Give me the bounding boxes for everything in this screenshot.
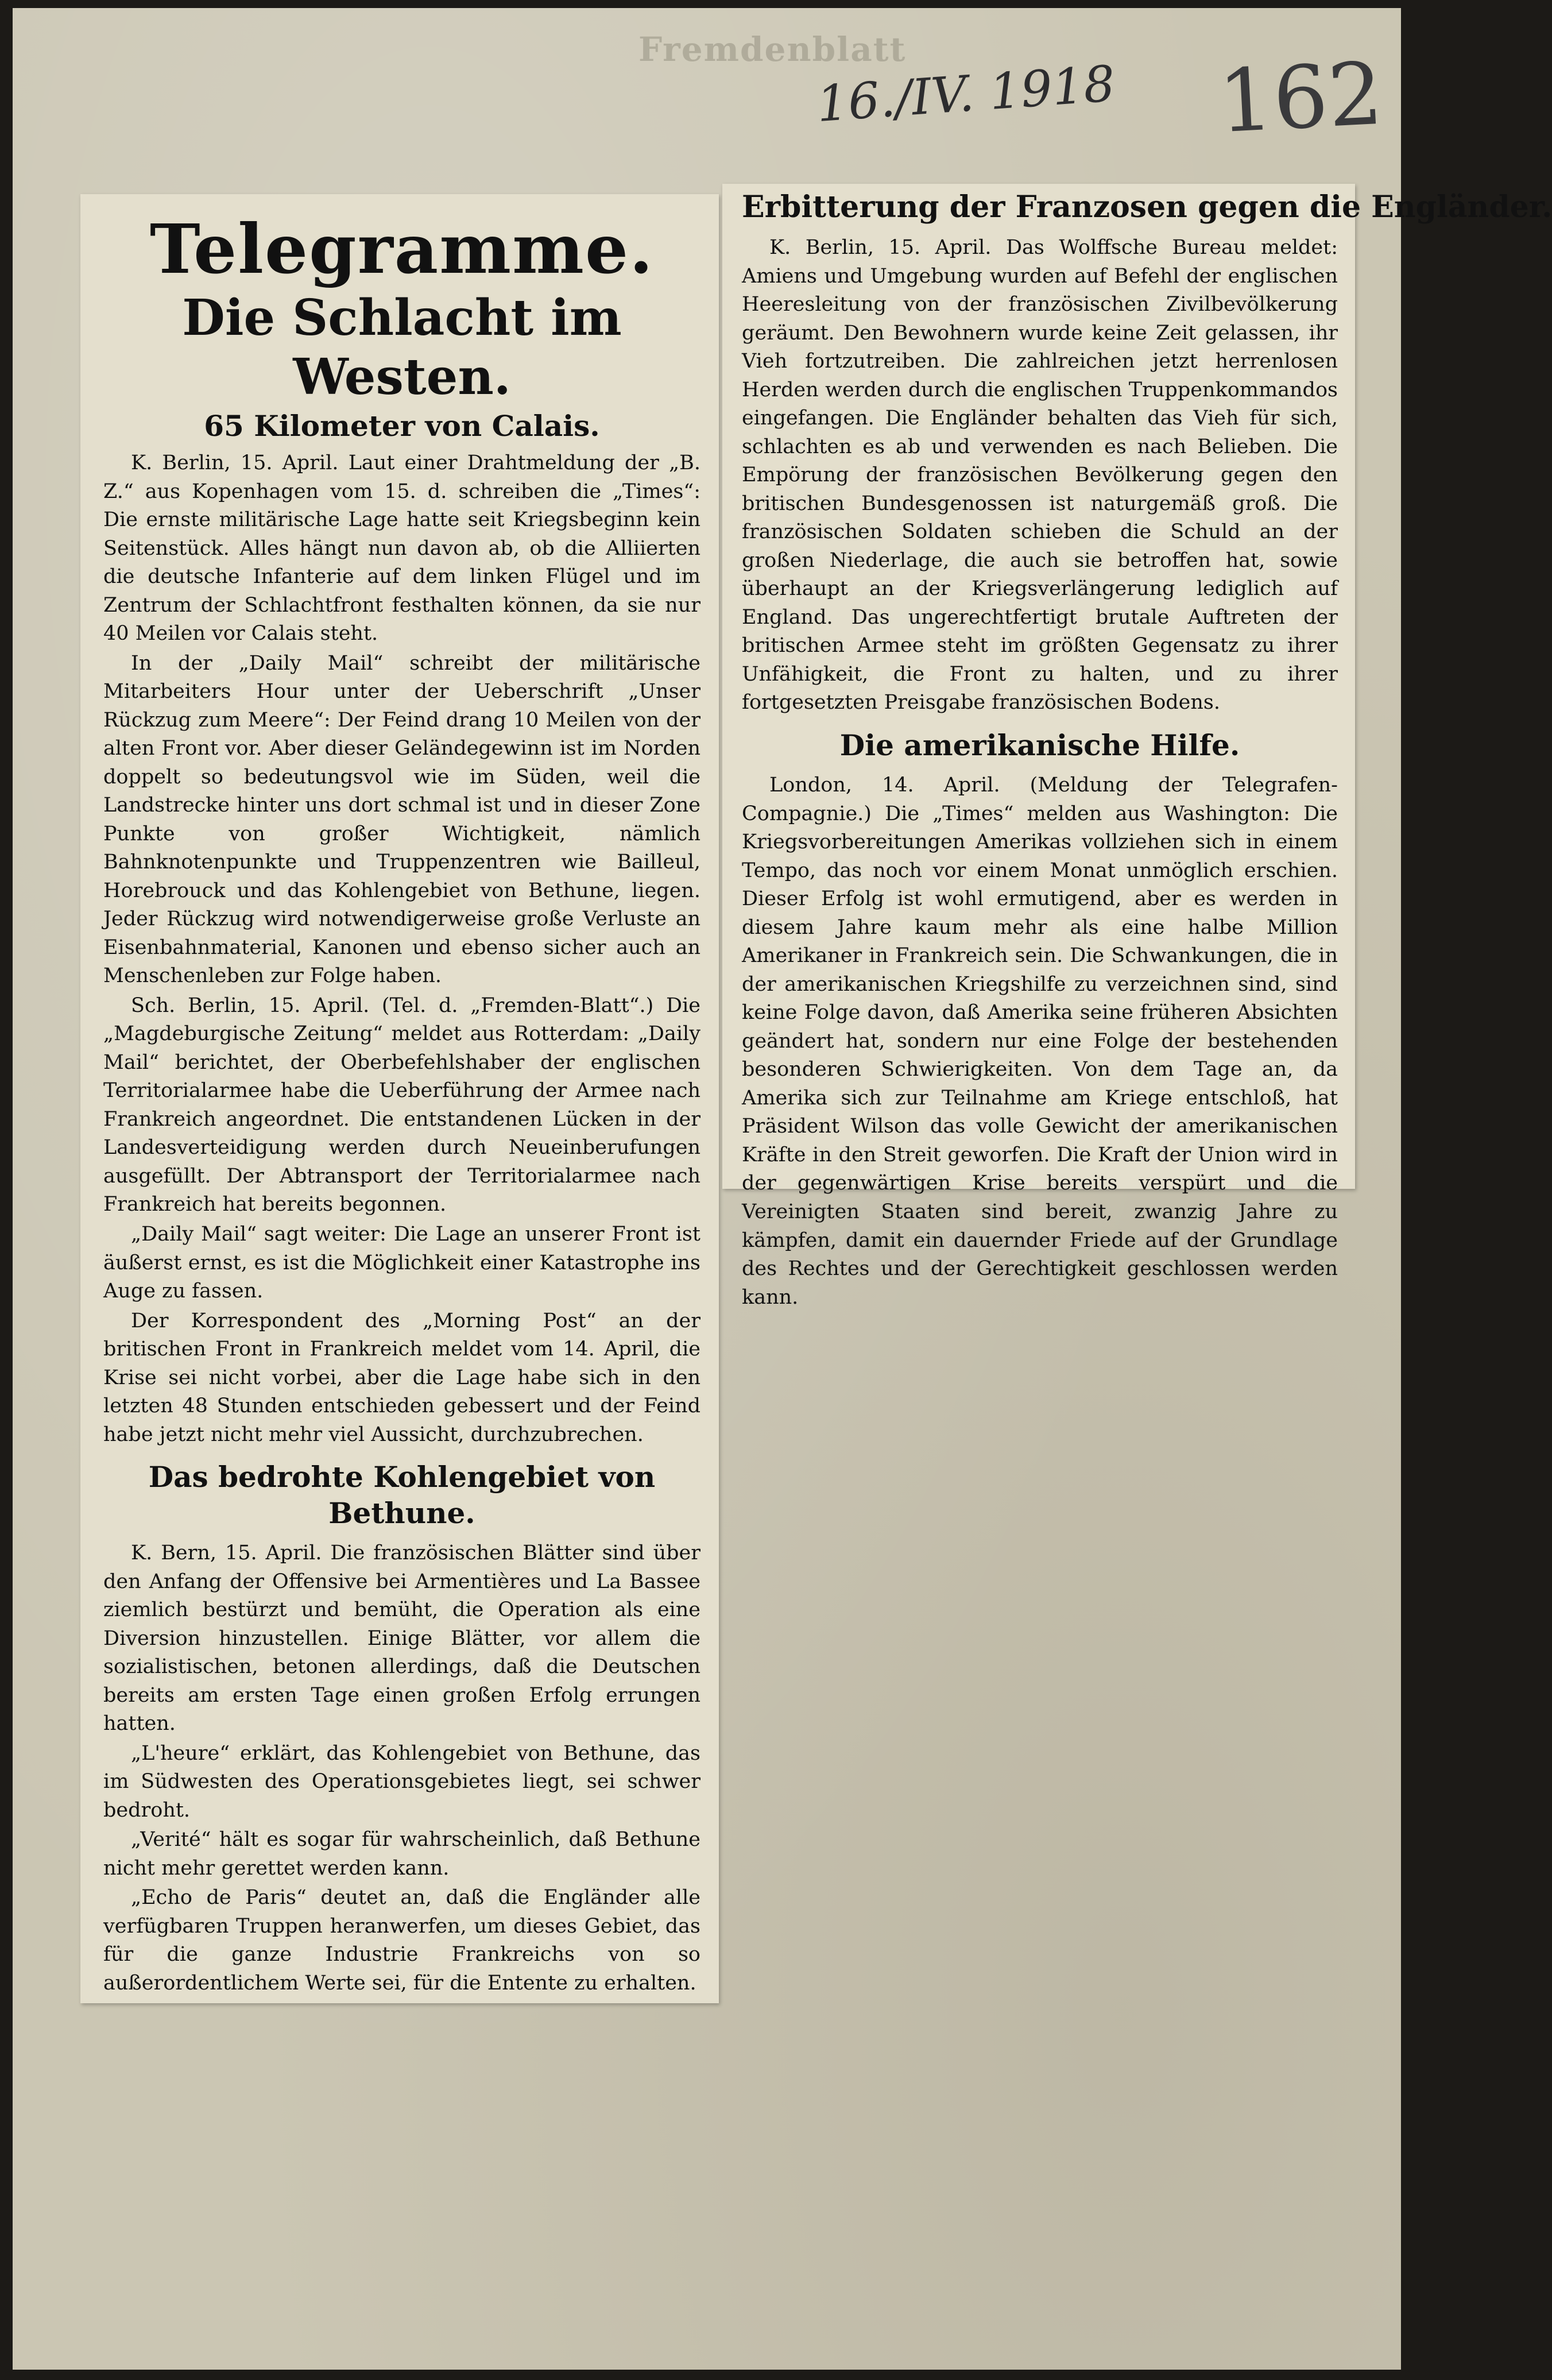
section-heading: Erbitterung der Franzosen gegen die Engländer. xyxy=(742,190,1552,225)
article-paragraph: K. Bern, 15. April. Die französischen Blätter sind über den Anfang der Offensive bei Armentières und La Bassee ziemlich bestürzt und bemüht, die Operation als eine Diversion hinzustellen. Einige Blätter, vor allem die sozialistischen, betonen allerdings, daß die Deutschen bereits am ersten Tage einen großen Erfolg errungen hatten. xyxy=(103,1541,700,1736)
article-paragraph: Der Korrespondent des „Morning Post“ an der britischen Front in Frankreich meldet vom 14. April, die Krise sei nicht vorbei, aber die Lage habe sich in den letzten 48 Stunden entschieden gebessert und der Feind habe jetzt nicht mehr viel Aussicht, durchzubrechen. xyxy=(103,1309,700,1446)
article-paragraph: K. Berlin, 15. April. Das Wolffsche Bureau meldet: Amiens und Umgebung wurden auf Befehl der englischen Heeresleitung von der französischen Zivilbevölkerung geräumt. Den Bewohnern wurde keine Zeit gelassen, ihr Vieh fortzutreiben. Die zahlreichen jetzt herrenlosen Herden werden durch die englischen Truppenkommandos eingefangen. Die Engländer behalten das Vieh für sich, schlachten es ab und verwenden es nach Belieben. Die Empörung der französischen Bevölkerung gegen den britischen Bundesgenossen ist naturgemäß groß. Die französischen Soldaten schieben die Schuld an der großen Niederlage, die auch sie betroffen hat, sowie überhaupt an der Kriegsverlängerung lediglich auf England. Das ungerechtfertigt brutale Auftreten der britischen Armee steht im größten Gegensatz zu ihrer Unfähigkeit, die Front zu halten, und zu ihrer fortgesetzten Preisgabe französischen Bodens. xyxy=(742,236,1338,714)
article-paragraph: London, 14. April. (Meldung der Telegrafen-Compagnie.) Die „Times“ melden aus Washington: Die Kriegsvorbereitungen Amerikas vollziehen sich in einem Tempo, das noch vor einem Monat unmöglich erschien. Dieser Erfolg ist wohl ermutigend, aber es werden in diesem Jahre kaum mehr als eine halbe Million Amerikaner in Frankreich sein. Die Schwankungen, die in der amerikanischen Kriegshilfe zu verzeichnen sind, sind keine Folge davon, daß Amerika seine früheren Absichten geändert hat, sondern nur eine Folge der bestehenden besonderen Schwierigkeiten. Von dem Tage an, da Amerika sich zur Teilnahme am Kriege entschloß, hat Präsident Wilson das volle Gewicht der amerikanischen Kräfte in den Streit geworfen. Die Kraft der Union wird in der gegenwärtigen Krise bereits verspürt und die Vereinigten Staaten sind bereit, zwanzig Jahre zu kämpfen, damit ein dauernder Friede auf der Grundlage des Rechtes und der Gerechtigkeit geschlossen werden kann. xyxy=(742,774,1338,1309)
subheadline: 65 Kilometer von Calais. xyxy=(204,409,600,443)
handwritten-page-number: 162 xyxy=(1216,44,1385,153)
left-clipping xyxy=(80,194,719,2003)
right-clipping xyxy=(722,184,1552,1309)
article-paragraph: In der „Daily Mail“ schreibt der militärische Mitarbeiters Hour unter der Ueberschrift „Unser Rückzug zum Meere“: Der Feind drang 10 Meilen von der alten Front vor. Aber dieser Geländegewinn ist im Norden doppelt so bedeutungsvol wie im Süden, weil die Landstrecke hinter uns dort schmal ist und in dieser Zone Punkte von großer Wichtigkeit, nämlich Bahnknotenpunkte und Truppenzentren wie Bailleul, Horebrouck und das Kohlengebiet von Bethune, liegen. Jeder Rückzug wird notwendigerweise große Verluste an Eisenbahnmaterial, Kanonen und ebenso sicher auch an Menschenleben zur Folge haben. xyxy=(103,651,700,988)
newspaper-stamp: Fremdenblatt xyxy=(638,30,907,69)
article-paragraph: „Daily Mail“ sagt weiter: Die Lage an unserer Front ist äußerst ernst, es ist die Möglichkeit einer Katastrophe ins Auge zu fassen. xyxy=(103,1222,700,1303)
section-heading: Die amerikanische Hilfe. xyxy=(839,728,1240,762)
masthead: Telegramme. xyxy=(149,209,655,289)
section-heading: Das bedrohte Kohlengebiet von Bethune. xyxy=(148,1460,656,1530)
headline: Die Schlacht im Westen. xyxy=(182,288,622,406)
article-paragraph: „Verité“ hält es sogar für wahrscheinlich, daß Bethune nicht mehr gerettet werden kann. xyxy=(103,1828,700,1880)
handwritten-date: 16./IV. 1918 xyxy=(815,55,1117,134)
article-paragraph: „Echo de Paris“ deutet an, daß die Engländer alle verfügbaren Truppen heranwerfen, um dieses Gebiet, das für die ganze Industrie Frankreichs von so außerordentlichem Werte sei, für die Entente zu erhalten. xyxy=(103,1886,700,1995)
article-paragraph: Sch. Berlin, 15. April. (Tel. d. „Fremden-Blatt“.) Die „Magdeburgische Zeitung“ meldet aus Rotterdam: „Daily Mail“ berichtet, der Oberbefehlshaber der englischen Territorialarmee habe die Ueberführung der Armee nach Frankreich angeordnet. Die entstandenen Lücken in der Landesverteidigung werden durch Neueinberufungen ausgefüllt. Der Abtransport der Territorialarmee nach Frankreich hat bereits begonnen. xyxy=(103,994,700,1216)
article-paragraph: K. Berlin, 15. April. Laut einer Drahtmeldung der „B. Z.“ aus Kopenhagen vom 15. d. schreiben die „Times“: Die ernste militärische Lage hatte seit Kriegsbeginn kein Seitenstück. Alles hängt nun davon ab, ob die Alliierten die deutsche Infanterie auf dem linken Flügel und im Zentrum der Schlachtfront festhalten können, da sie nur 40 Meilen vor Calais steht. xyxy=(103,451,700,646)
article-paragraph: „L'heure“ erklärt, das Kohlengebiet von Bethune, das im Südwesten des Operationsgebietes liegt, sei schwer bedroht. xyxy=(103,1741,700,1822)
